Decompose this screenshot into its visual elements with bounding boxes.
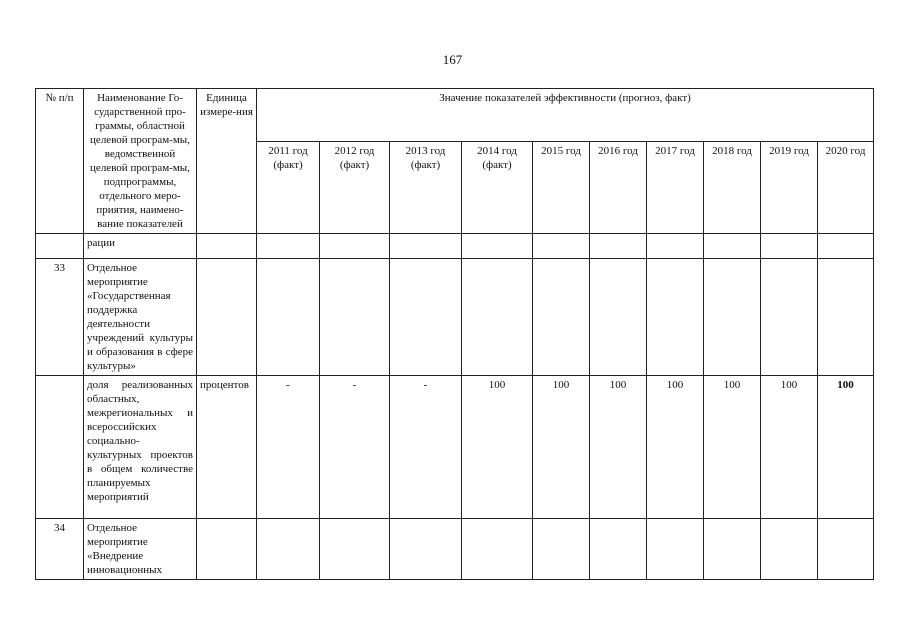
row-value: - (257, 376, 320, 519)
row-value (761, 259, 818, 376)
header-year: 2018 год (704, 141, 761, 233)
table-row (36, 376, 874, 519)
row-unit (197, 259, 257, 376)
row-value (533, 259, 590, 376)
row-value (533, 519, 590, 580)
header-year: 2012 год (факт) (320, 141, 390, 233)
table-row (36, 519, 874, 580)
row-name: Отдельное мероприятие «Внедрение инновационных (84, 519, 197, 580)
row-value (590, 234, 647, 259)
header-year: 2014 год (факт) (462, 141, 533, 233)
header-year: 2019 год (761, 141, 818, 233)
row-value (257, 519, 320, 580)
row-unit (197, 519, 257, 580)
row-num: 33 (36, 259, 84, 376)
row-value (320, 234, 390, 259)
row-value: 100 (704, 376, 761, 519)
row-value (462, 234, 533, 259)
header-year: 2011 год (факт) (257, 141, 320, 233)
row-value (818, 234, 874, 259)
header-year: 2017 год (647, 141, 704, 233)
row-unit (197, 234, 257, 259)
header-values: Значение показателей эффективности (прогноз, факт) (257, 89, 874, 142)
row-value (761, 519, 818, 580)
row-value: 100 (533, 376, 590, 519)
row-value (647, 259, 704, 376)
row-value (704, 519, 761, 580)
row-value (320, 259, 390, 376)
row-num (36, 376, 84, 519)
row-value (462, 519, 533, 580)
header-year: 2016 год (590, 141, 647, 233)
row-value (390, 519, 462, 580)
table-row (36, 234, 874, 259)
row-value (761, 234, 818, 259)
row-num (36, 234, 84, 259)
row-value: 100 (590, 376, 647, 519)
header-row-1 (36, 89, 874, 142)
row-value: - (390, 376, 462, 519)
row-value: 100 (818, 376, 874, 519)
row-value: 100 (462, 376, 533, 519)
row-value (257, 234, 320, 259)
row-name: доля реализованных областных, межрегиональных и всероссийских социально-культурных проектов в общем количестве планируемых мероприятий (84, 376, 197, 519)
header-year: 2020 год (818, 141, 874, 233)
row-value (462, 259, 533, 376)
table-row (36, 259, 874, 376)
header-year: 2015 год (533, 141, 590, 233)
row-name: рации (84, 234, 197, 259)
row-unit: процентов (197, 376, 257, 519)
row-value (647, 234, 704, 259)
row-value (704, 259, 761, 376)
row-value (390, 259, 462, 376)
row-value: 100 (761, 376, 818, 519)
indicators-table (35, 88, 874, 580)
row-value (257, 259, 320, 376)
row-num: 34 (36, 519, 84, 580)
row-value (818, 259, 874, 376)
header-name: Наименование Го-сударственной про-граммы, областной целевой програм-мы, ведомственной целевой програм-мы, подпрограммы, отдельного меро-приятия, наимено-вание показателей (84, 89, 197, 234)
page-number: 167 (442, 52, 463, 67)
header-unit: Единица измере-ния (197, 89, 257, 234)
header-year: 2013 год (факт) (390, 141, 462, 233)
row-name: Отдельное мероприятие «Государственная поддержка деятельности учреждений культуры и образования в сфере культуры» (84, 259, 197, 376)
row-value (590, 259, 647, 376)
row-value (590, 519, 647, 580)
row-value (390, 234, 462, 259)
row-value: - (320, 376, 390, 519)
row-value (704, 234, 761, 259)
row-value (818, 519, 874, 580)
row-value (533, 234, 590, 259)
row-value: 100 (647, 376, 704, 519)
header-num: № п/п (36, 89, 84, 234)
row-value (647, 519, 704, 580)
row-value (320, 519, 390, 580)
